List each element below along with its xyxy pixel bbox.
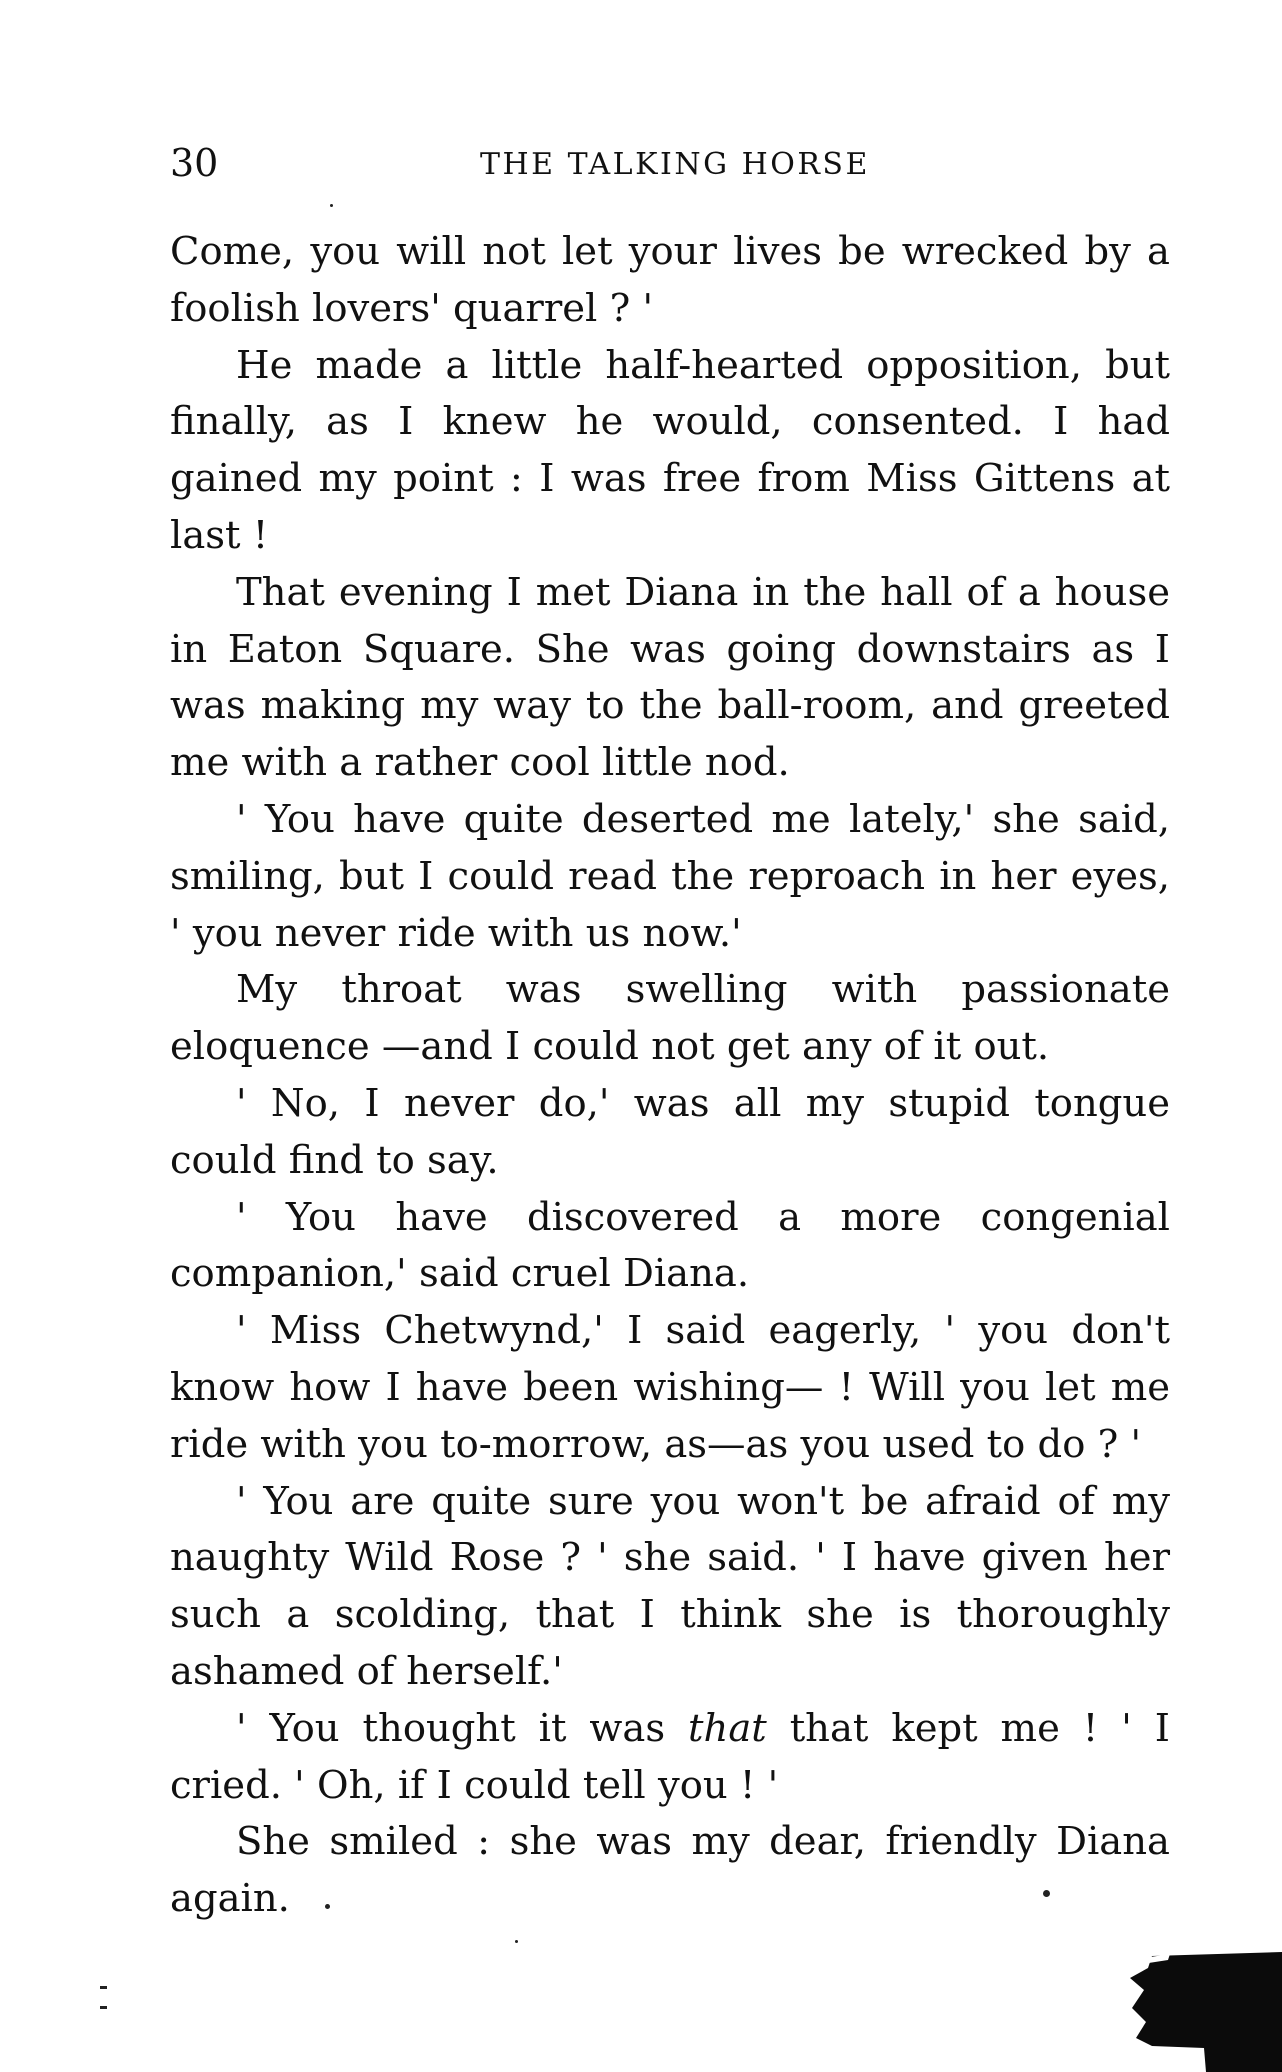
text-run: ' You thought it was [236,1705,689,1751]
paragraph [170,1303,1170,1473]
text-run: That evening I met Diana in the hall of a house in Eaton Square. She was going downstairs as I was making my way to the ball-room, and greeted me with a rather cool little nod. [170,569,1170,786]
text-run: She smiled : she was my dear, friendly Diana again. [170,1819,1170,1922]
scan-speck [330,204,333,207]
scan-speck [515,1940,518,1943]
page-number: 30 [170,141,219,185]
text-run: that kept me ! ' I cried. ' Oh, if I could tell you ! ' [170,1705,1170,1808]
paragraph [170,338,1170,565]
running-title: THE TALKING HORSE [480,147,870,182]
page-header [170,138,1170,188]
paragraph [170,1076,1170,1190]
paragraph [170,1474,1170,1701]
text-run: Come, you will not let your lives be wrecked by a foolish lovers' quarrel ? ' [170,229,1170,331]
paragraph [170,565,1170,792]
scan-mark [100,1986,107,1989]
text-run: ' No, I never do,' was all my stupid tongue could find to say. [170,1080,1170,1183]
text-run: ' You are quite sure you won't be afraid of my naughty Wild Rose ? ' she said. ' I have given her such a scolding, that I think she is thoroughly ashamed of herself.' [170,1478,1170,1694]
scan-mark [100,2006,107,2009]
scan-speck [1043,1890,1050,1897]
text-run: ' Miss Chetwynd,' I said eagerly, ' you don't know how I have been wishing— ! Will you let me ride with you to-morrow, as—as you used to do ? ' [170,1308,1170,1467]
body-text [170,224,1170,1928]
corner-ink-blot [1122,1948,1282,2072]
text-run: ' You have quite deserted me lately,' she said, smiling, but I could read the reproach in her eyes, ' you never ride with us now.' [170,796,1170,956]
text-run: He made a little half-hearted opposition, but finally, as I knew he would, consented. I had gained my point : I was free from Miss Gittens at last ! [170,342,1170,558]
paragraph [170,1701,1170,1815]
paragraph [170,1814,1170,1928]
text-run: My throat was swelling with passionate eloquence —and I could not get any of it out. [170,967,1170,1070]
scan-speck [325,1904,330,1909]
paragraph [170,792,1170,962]
paragraph [170,224,1170,338]
text-run: ' You have discovered a more congenial companion,' said cruel Diana. [170,1194,1170,1297]
paragraph [170,962,1170,1076]
paragraph [170,1190,1170,1304]
italic-word: that [688,1705,767,1751]
